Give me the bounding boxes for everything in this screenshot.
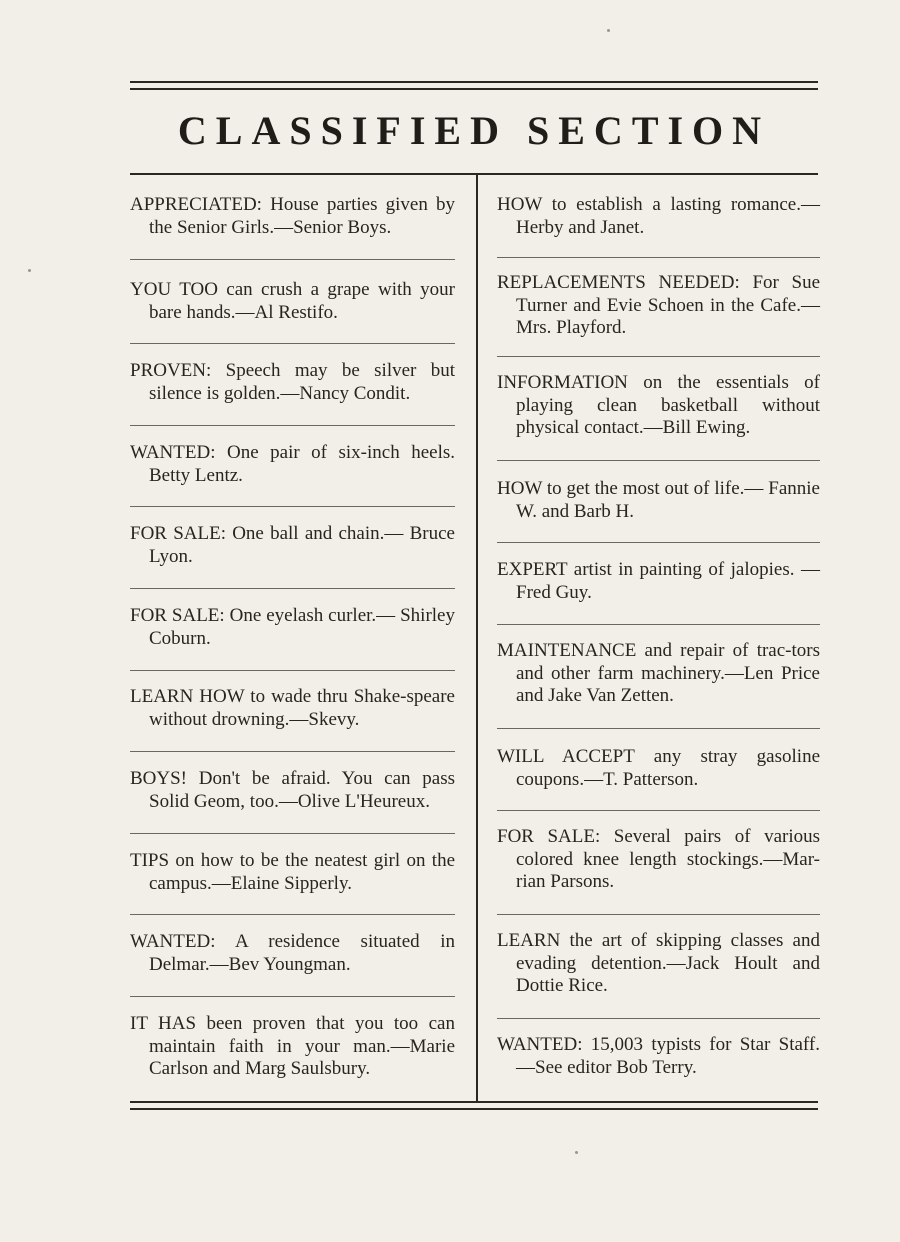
ad-separator [130,425,455,426]
ad-separator [130,670,455,671]
classified-ad: LEARN HOW to wade thru Shake-speare without drowning.—Skevy. [130,686,455,730]
ad-separator [130,751,455,752]
classified-ad: FOR SALE: Several pairs of various colored knee length stockings.—Mar-rian Parsons. [497,826,820,892]
classified-ad: EXPERT artist in painting of jalopies. —Fred Guy. [497,559,820,603]
title-underline-rule [130,173,818,175]
ad-separator [497,356,820,357]
ad-separator [130,914,455,915]
classified-ad: APPRECIATED: House parties given by the Senior Girls.—Senior Boys. [130,194,455,238]
ad-separator [497,257,820,258]
ad-separator [497,460,820,461]
ad-separator [130,343,455,344]
classified-ad: FOR SALE: One eyelash curler.— Shirley Coburn. [130,605,455,649]
classified-ad: IT HAS been proven that you too can maintain faith in your man.—Marie Carlson and Marg Saulsbury. [130,1013,455,1079]
classified-ad: FOR SALE: One ball and chain.— Bruce Lyon. [130,523,455,567]
ad-separator [130,588,455,589]
paper-speck [28,269,31,272]
classified-ad: MAINTENANCE and repair of trac-tors and other farm machinery.—Len Price and Jake Van Zetten. [497,640,820,706]
classified-ad: HOW to get the most out of life.— Fannie W. and Barb H. [497,478,820,522]
classified-ad: YOU TOO can crush a grape with your bare hands.—Al Restifo. [130,279,455,323]
paper-speck [607,29,610,32]
classified-ad: HOW to establish a lasting romance.— Herby and Janet. [497,194,820,238]
classified-ad: REPLACEMENTS NEEDED: For Sue Turner and Evie Schoen in the Cafe.—Mrs. Playford. [497,272,820,338]
top-double-rule [130,81,818,90]
ad-separator [497,1018,820,1019]
classified-ad: PROVEN: Speech may be silver but silence is golden.—Nancy Condit. [130,360,455,404]
classified-ad: WILL ACCEPT any stray gasoline coupons.—T. Patterson. [497,746,820,790]
ad-separator [497,728,820,729]
classified-ad: INFORMATION on the essentials of playing clean basketball without physical contact.—Bill Ewing. [497,372,820,438]
ad-separator [497,542,820,543]
classified-ad: WANTED: One pair of six-inch heels. Betty Lentz. [130,442,455,486]
classified-ad: WANTED: A residence situated in Delmar.—Bev Youngman. [130,931,455,975]
classified-ad: LEARN the art of skipping classes and evading detention.—Jack Hoult and Dottie Rice. [497,930,820,996]
ad-separator [130,506,455,507]
classified-ad: BOYS! Don't be afraid. You can pass Solid Geom, too.—Olive L'Heureux. [130,768,455,812]
page-title: CLASSIFIED SECTION [177,108,771,153]
paper-speck [575,1151,578,1154]
classified-ad: WANTED: 15,003 typists for Star Staff.—See editor Bob Terry. [497,1034,820,1078]
ad-separator [130,833,455,834]
classified-ad: TIPS on how to be the neatest girl on the campus.—Elaine Sipperly. [130,850,455,894]
column-divider [476,173,478,1101]
bottom-double-rule [130,1101,818,1110]
ad-separator [130,259,455,260]
ad-separator [497,624,820,625]
ad-separator [497,810,820,811]
ad-separator [497,914,820,915]
ad-separator [130,996,455,997]
